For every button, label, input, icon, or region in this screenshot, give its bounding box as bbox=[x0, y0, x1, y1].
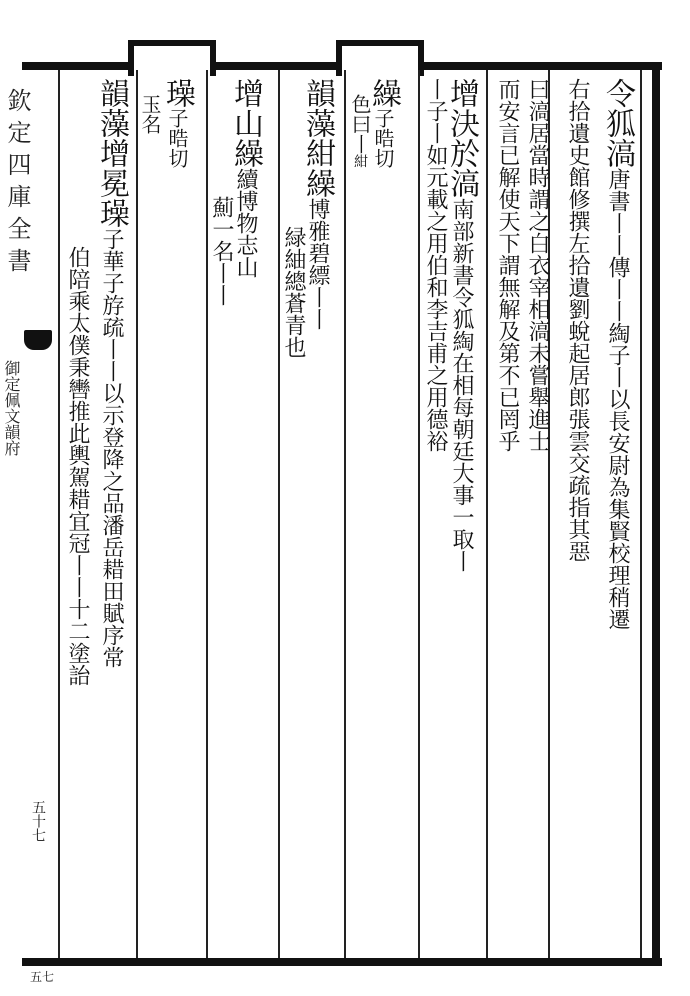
entry-text: 色曰丨 bbox=[348, 94, 372, 154]
margin-book-title: 御定佩文韻府 bbox=[2, 360, 21, 456]
text-column-8 bbox=[350, 94, 370, 168]
text-column-1 bbox=[600, 78, 635, 630]
entry-text: 紺 bbox=[352, 154, 368, 168]
entry-text: 玉名 bbox=[138, 94, 162, 134]
text-column-3 bbox=[526, 78, 548, 452]
column-rule bbox=[58, 70, 60, 958]
page-number-bottom: 五七 bbox=[30, 970, 55, 984]
entry-text: 子晧切 bbox=[165, 108, 189, 168]
text-column-9 bbox=[300, 78, 335, 330]
text-column-13 bbox=[160, 78, 195, 168]
text-column-12 bbox=[210, 196, 232, 306]
text-column-16 bbox=[66, 246, 88, 686]
column-rule bbox=[278, 70, 280, 958]
entry-text: 南部新書令狐綯在相每朝廷大事一取丨 bbox=[449, 198, 474, 572]
entry-text: 右拾遺史館修撰左拾遺劉蛻起居郎張雲交疏指其惡 bbox=[565, 78, 590, 562]
entry-text: 子晧切 bbox=[371, 108, 395, 168]
entry-tab-zao bbox=[336, 40, 424, 76]
entry-headword: 韻藻增冕璪 bbox=[94, 78, 129, 228]
text-column-4 bbox=[496, 78, 518, 452]
entry-headword: 韻藻紺繰 bbox=[300, 78, 335, 198]
column-rule bbox=[486, 70, 488, 958]
text-column-10 bbox=[282, 226, 304, 358]
entry-headword: 增山繰 bbox=[228, 78, 263, 168]
frame-right-border bbox=[652, 62, 660, 966]
entry-text: 伯陪乘太僕秉轡推此輿駕耤宜冠丨丨十二塗詒 bbox=[65, 246, 90, 686]
text-column-5 bbox=[444, 78, 479, 572]
entry-text: 博雅碧縹丨丨 bbox=[305, 198, 330, 330]
text-column-2 bbox=[566, 78, 588, 562]
text-column-11 bbox=[228, 78, 263, 278]
text-column-14 bbox=[140, 94, 160, 134]
entry-text: 而安言已解使天下謂無解及第不已罔乎 bbox=[495, 78, 520, 452]
entry-text: 唐書丨丨傳丨丨綯子丨以長安尉為集賢校理稍遷 bbox=[605, 168, 630, 630]
entry-headword: 增決於滈 bbox=[444, 78, 479, 198]
text-column-15 bbox=[94, 78, 129, 668]
entry-headword: 令狐滈 bbox=[600, 78, 635, 168]
entry-text: 子華子斿疏丨丨以示登降之品潘岳耤田賦序常 bbox=[99, 228, 124, 668]
entry-tab-zao2 bbox=[128, 40, 216, 76]
frame-bottom-border bbox=[22, 958, 662, 966]
page-number: 五十七 bbox=[30, 800, 46, 842]
entry-headword: 繰 bbox=[366, 78, 401, 108]
entry-headword: 璪 bbox=[160, 78, 195, 108]
text-column-6 bbox=[424, 78, 446, 452]
column-rule bbox=[344, 70, 346, 958]
entry-text: 續博物志山 bbox=[233, 168, 258, 278]
entry-text: 緑紬總蒼青也 bbox=[281, 226, 306, 358]
margin-title: 欽定四庫全書 bbox=[3, 88, 31, 280]
column-rule bbox=[206, 70, 208, 958]
column-rule bbox=[640, 70, 642, 958]
entry-text: 曰滈居當時謂之白衣宰相滈未嘗舉進士 bbox=[525, 78, 550, 452]
entry-text: 丨子丨如元載之用伯和李吉甫之用德裕 bbox=[423, 78, 448, 452]
fish-tail-mark bbox=[24, 330, 52, 350]
text-column-7 bbox=[366, 78, 401, 168]
entry-text: 薊一名丨丨 bbox=[209, 196, 234, 306]
column-rule bbox=[418, 70, 420, 958]
column-rule bbox=[136, 70, 138, 958]
